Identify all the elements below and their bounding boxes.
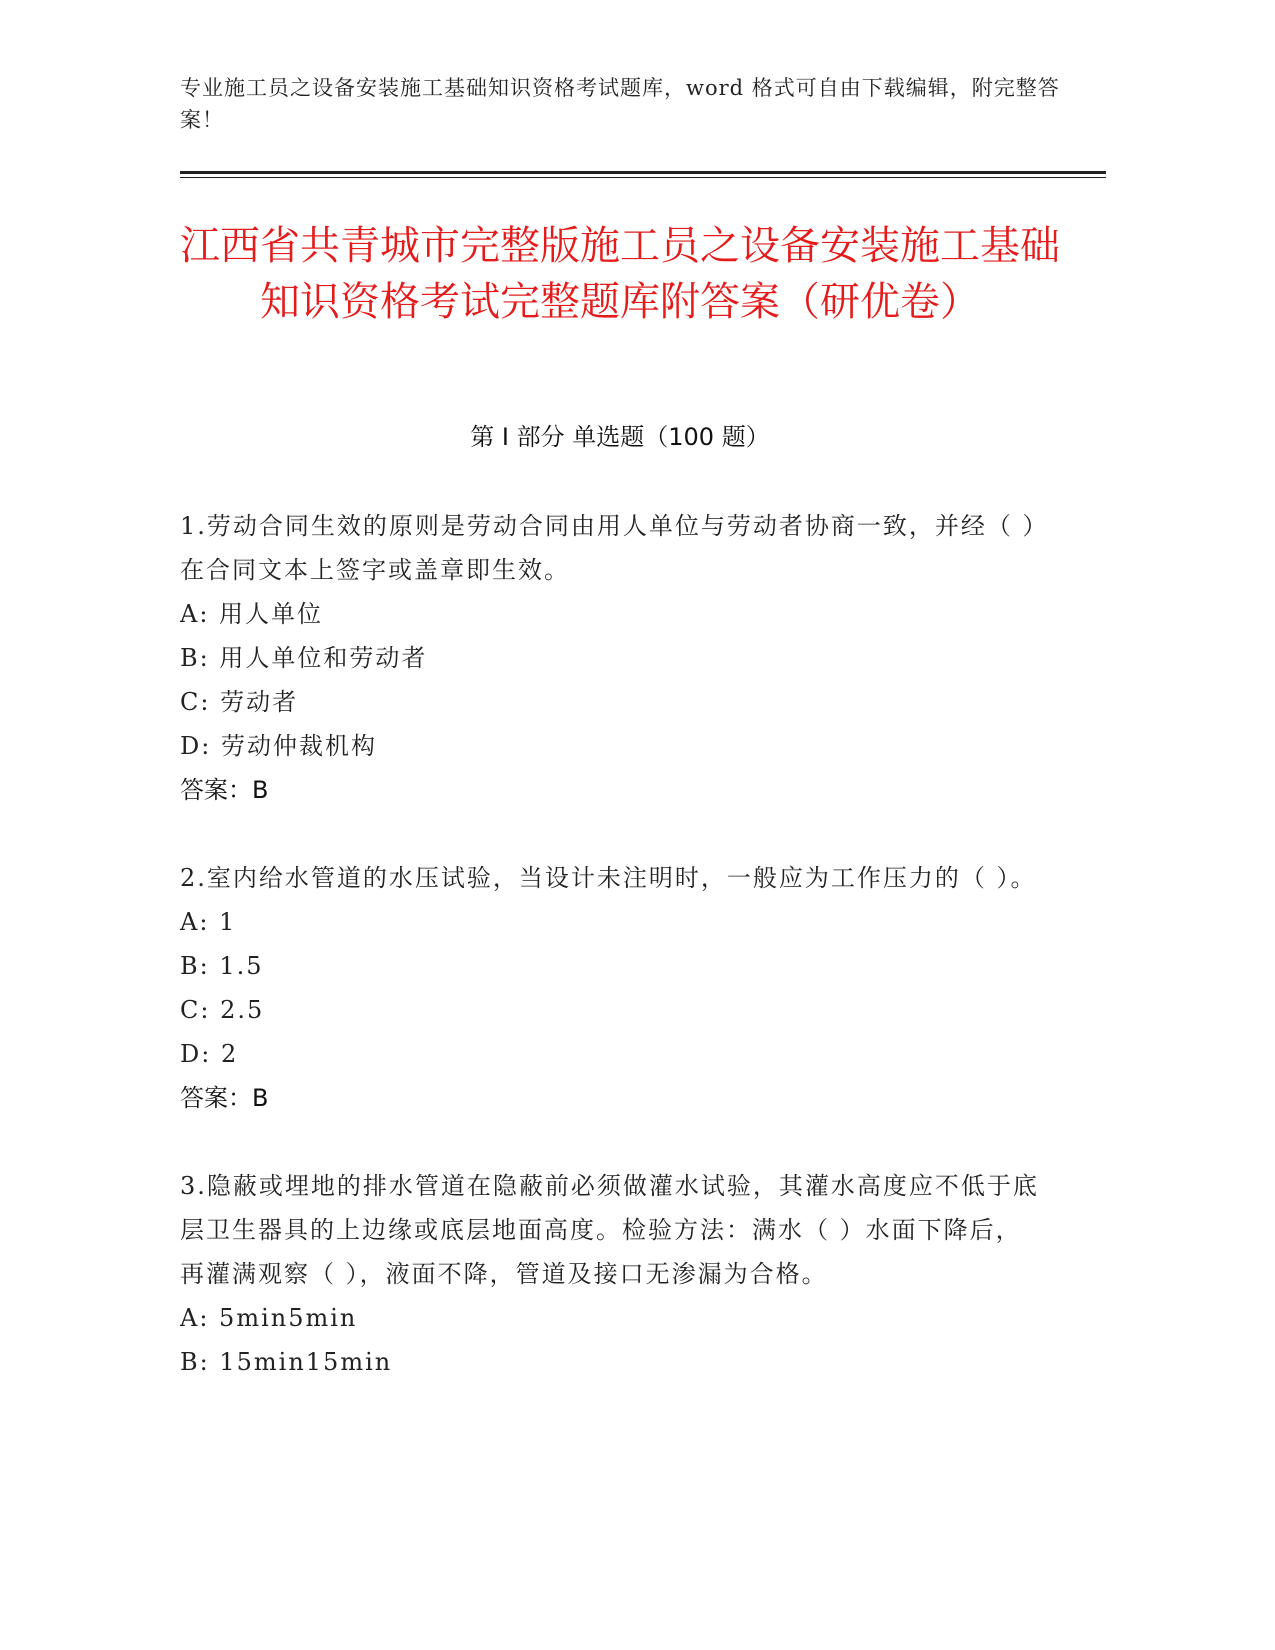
header-rule-thin (180, 177, 1106, 178)
question-2 (180, 856, 1040, 1120)
question-stem: 1.劳动合同生效的原则是劳动合同由用人单位与劳动者协商一致，并经（ ）在合同文本上签字或盖章即生效。 (180, 512, 1037, 584)
option-a: A: 5min5min (180, 1304, 358, 1332)
header-rule-thick (180, 171, 1106, 174)
option-c: C: 劳动者 (180, 688, 299, 716)
option-b: B: 用人单位和劳动者 (180, 644, 428, 672)
question-1 (180, 504, 1040, 812)
answer: 答案：B (180, 1084, 269, 1112)
question-list (180, 504, 1040, 1428)
option-d: D: 2 (180, 1040, 239, 1068)
option-b: B: 15min15min (180, 1348, 393, 1376)
question-3 (180, 1164, 1040, 1384)
option-a: A: 1 (180, 908, 237, 936)
option-d: D: 劳动仲裁机构 (180, 732, 377, 760)
header-note: 专业施工员之设备安装施工基础知识资格考试题库，word 格式可自由下载编辑，附完整答案！ (180, 76, 1060, 132)
question-stem: 2.室内给水管道的水压试验，当设计未注明时，一般应为工作压力的（ ）。 (180, 864, 1037, 892)
option-b: B: 1.5 (180, 952, 264, 980)
option-a: A: 用人单位 (180, 600, 324, 628)
question-stem: 3.隐蔽或埋地的排水管道在隐蔽前必须做灌水试验，其灌水高度应不低于底层卫生器具的上边缘或底层地面高度。检验方法：满水（ ）水面下降后，再灌满观察（ ），液面不降，管道及接口无渗漏为合格。 (180, 1172, 1039, 1288)
section-heading: 第 I 部分 单选题（100 题） (470, 423, 770, 451)
answer: 答案：B (180, 776, 269, 804)
document-title: 江西省共青城市完整版施工员之设备安装施工基础知识资格考试完整题库附答案（研优卷） (180, 223, 1060, 325)
option-c: C: 2.5 (180, 996, 265, 1024)
